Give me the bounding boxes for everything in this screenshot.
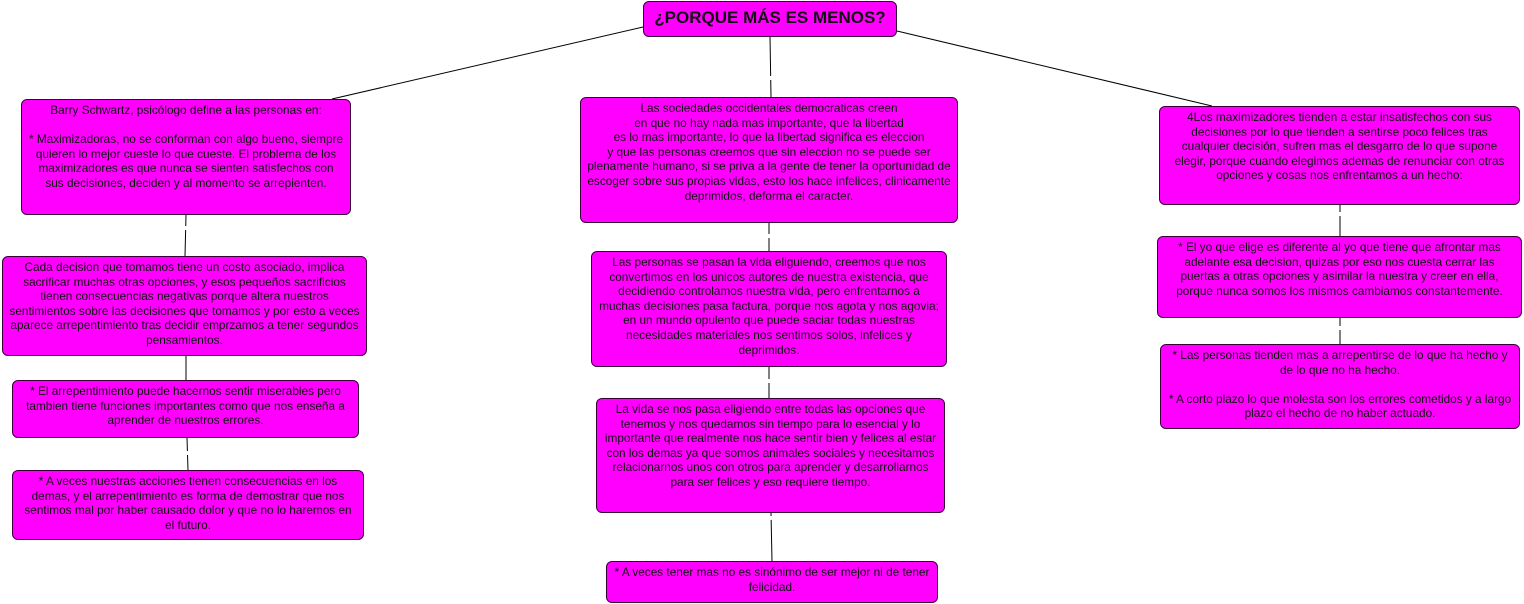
right-node-2[interactable]: * El yo que elige es diferente al yo que tiene que afrontar mas adelante esa decision, quizas por eso nos cuesta cerrar las puertas a otras opciones y asimilar la nuestra y creer en ella, porque nunca somos los mismos cambiamos constantemente. [1157,236,1522,318]
link-left-1-2 [185,215,186,256]
link-marker [183,226,189,230]
center-node-4[interactable]: * A veces tener mas no es sinónimo de ser mejor ni de tener felicidad. [606,561,938,603]
link-marker [766,234,772,238]
left-node-2[interactable]: Cada decision que tomamos tiene un costo asociado, implica sacrificar muchas otras opciones, y esos pequeños sacrificios tienen consecuencias negativas porque altera nuestros sentimientos sobre las decisiones que tomamos y por esto a veces aparece arrepentimiento tras decidir emprzamos a tener segundos pensamientos. [2,256,367,356]
link-marker [768,516,774,520]
center-node-3[interactable]: La vida se nos pasa eligiendo entre todas las opciones que tenemos y nos quedamos sin tiempo para lo esencial y lo importante que realmente nos hace sentir bien y felices al estar con los demas ya que somos animales sociales y necesitamos relacionarnos unos con otros para aprender y desarrollarnos para ser felices y eso requiere tiempo. [596,398,945,513]
right-node-1[interactable]: 4Los maximizadores tienden a estar insatisfechos con sus decisiones por lo que tienden a sentirse poco felices tras cualquier decisión, sufren mas el desgarro de lo que supone elegir, porque cuando elegimos ademas de renunciar con otras opciones y cosas nos enfrentamos a un hecho: [1159,106,1520,205]
link-marker [766,379,772,383]
root-node-title[interactable]: ¿PORQUE MÁS ES MENOS? [643,1,897,37]
link-title-left [332,27,643,99]
left-node-1[interactable]: Barry Schwartz, psicólogo define a las personas en: * Maximizadoras, no se conforman con algo bueno, siempre quieren lo mejor cueste lo que cueste. El problema de los maximizadores es que nunca se sienten satisfechos con sus decisiones, deciden y al momento se arrepienten. [21,99,351,215]
link-title-right [897,31,1212,106]
link-marker [1337,212,1343,216]
right-node-3[interactable]: * Las personas tienden mas a arrepentirse de lo que ha hecho y de lo que no ha hecho. * A corto plazo lo que molesta son los errores cometidos y a largo plazo el hecho de no haber actuado. [1160,344,1520,429]
link-marker [767,76,773,80]
link-marker [491,35,497,39]
left-node-4[interactable]: * A veces nuestras acciones tienen consecuencias en los demas, y el arrepentimiento es forma de demostrar que nos sentimos mal por haber causado dolor y que no lo haremos en el futuro. [12,470,364,540]
link-marker [184,451,190,455]
link-marker [1045,41,1051,45]
center-node-2[interactable]: Las personas se pasan la vida eliguiendo, creemos que nos convertimos en los unicos autores de nuestra existencia, que decidiendo controlamos nuestra vida, pero enfrentarnos a muchas decisiones pasa factura, porque nos agota y nos agovia; en un mundo opulento que puede saciar todas nuestras necesidades materiales nos sentimos solos, infelices y deprimidos. [591,251,947,367]
link-title-center [770,36,771,97]
link-marker [1337,326,1343,330]
center-node-1[interactable]: Las sociedades occidentales democraticas creen en que no hay nada mas importante, que la libertad es lo mas importante, lo que la libertad significa es eleccion y que las personas creemos que sin eleccion no se puede ser plenamente humano, si se priva a la gente de tener la oportunidad de escoger sobre sus propias vidas, esto los hace infelices, clinicamente deprimidos, deforma el caracter. [580,97,958,223]
left-node-3[interactable]: * El arrepentimiento puede hacernos sentir miserables pero tambien tiene funciones importantes como que nos enseña a aprender de nuestros errores. [12,380,359,438]
link-center-3-4 [771,513,772,561]
